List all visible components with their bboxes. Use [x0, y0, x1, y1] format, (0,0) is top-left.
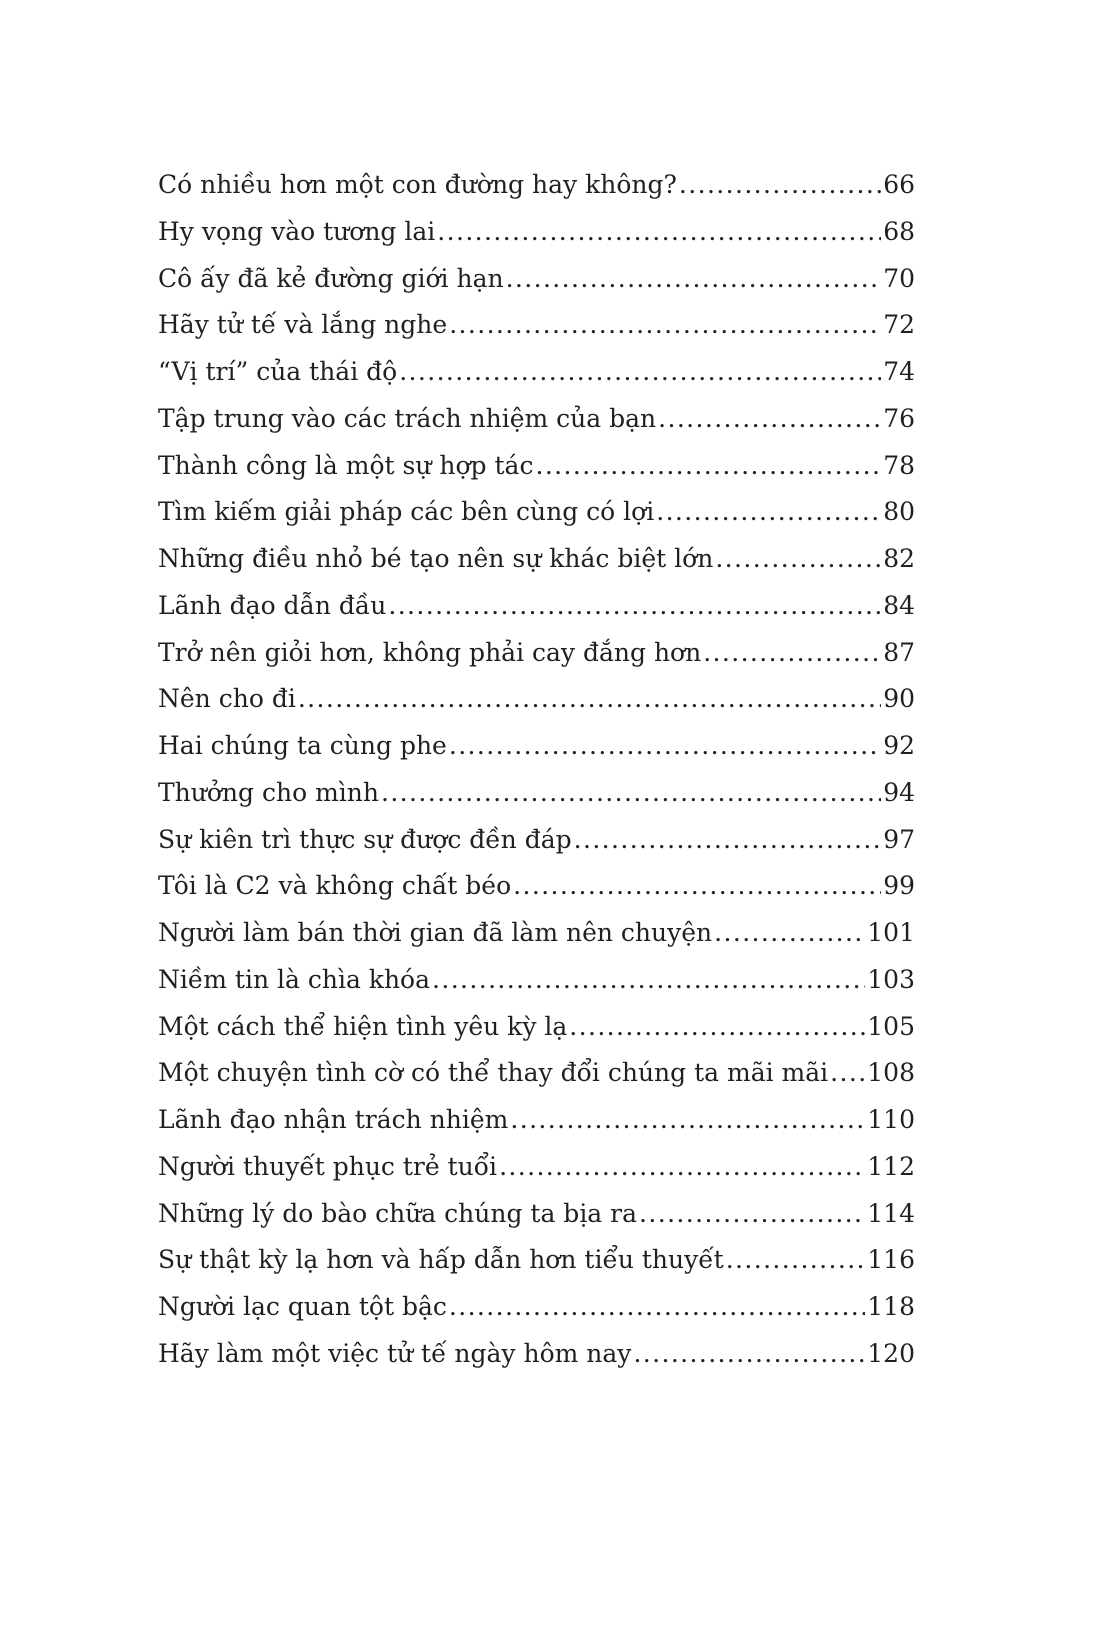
- toc-entry: [158, 723, 915, 770]
- toc-entry-page-number: 84: [883, 590, 915, 620]
- toc-entry: [158, 1004, 915, 1051]
- dot-leader: [449, 723, 881, 770]
- dot-leader: [569, 1004, 865, 1051]
- dot-leader: [399, 349, 881, 396]
- toc-entry-title: Lãnh đạo nhận trách nhiệm: [158, 1105, 509, 1134]
- toc-entry: [158, 1050, 915, 1097]
- toc-entry-page-number: 80: [883, 497, 915, 527]
- toc-entry: [158, 443, 915, 490]
- toc-entry-title: Cô ấy đã kẻ đường giới hạn: [158, 263, 504, 293]
- toc-entry-page-number: 101: [867, 918, 915, 947]
- toc-entry-page-number: 105: [867, 1011, 915, 1041]
- toc-entry-page-number: 74: [883, 357, 915, 386]
- toc-entry-page-number: 114: [867, 1198, 915, 1228]
- toc-entry: [158, 256, 915, 303]
- dot-leader: [639, 1191, 865, 1238]
- toc-entry-page-number: 68: [883, 216, 915, 246]
- toc-entry-title: Trở nên giỏi hơn, không phải cay đắng hơn: [158, 637, 702, 667]
- toc-entry-page-number: 99: [883, 871, 915, 901]
- toc-entry-title: “Vị trí” của thái độ: [158, 357, 398, 386]
- toc-entry-page-number: 70: [883, 263, 915, 293]
- toc-entry: [158, 1237, 915, 1284]
- toc-entry: [158, 1144, 915, 1191]
- dot-leader: [510, 1097, 865, 1144]
- toc-entry: [158, 1331, 915, 1378]
- toc-entry-title: Lãnh đạo dẫn đầu: [158, 590, 387, 620]
- dot-leader: [499, 1144, 865, 1191]
- toc-entry-page-number: 78: [883, 450, 915, 480]
- toc-entry-title: Sự kiên trì thực sự được đền đáp: [158, 824, 572, 854]
- toc-entry-title: Hãy làm một việc tử tế ngày hôm nay: [158, 1338, 632, 1368]
- toc-entry: [158, 162, 915, 209]
- dot-leader: [715, 536, 881, 583]
- toc-entry-title: Những điều nhỏ bé tạo nên sự khác biệt lớn: [158, 544, 714, 573]
- toc-entry: [158, 1191, 915, 1238]
- dot-leader: [656, 489, 881, 536]
- dot-leader: [830, 1050, 865, 1097]
- dot-leader: [381, 770, 881, 817]
- toc-entry: [158, 396, 915, 443]
- toc-entry-title: Thành công là một sự hợp tác: [158, 450, 534, 480]
- toc-entry: [158, 1284, 915, 1331]
- toc-entry-page-number: 120: [867, 1338, 915, 1368]
- toc-entry: [158, 817, 915, 864]
- toc-entry-title: Một cách thể hiện tình yêu kỳ lạ: [158, 1011, 568, 1041]
- dot-leader: [703, 630, 881, 677]
- toc-entry: [158, 536, 915, 583]
- dot-leader: [449, 302, 881, 349]
- toc-entry-title: Một chuyện tình cờ có thể thay đổi chúng ta mãi mãi: [158, 1058, 829, 1088]
- toc-entry-page-number: 72: [883, 310, 915, 340]
- toc-entry-page-number: 118: [867, 1292, 915, 1321]
- toc-entry-page-number: 76: [883, 403, 915, 433]
- dot-leader: [513, 863, 881, 910]
- toc-entry: [158, 770, 915, 817]
- toc-entry-page-number: 92: [883, 731, 915, 760]
- toc-entry-title: Những lý do bào chữa chúng ta bịa ra: [158, 1198, 638, 1228]
- toc-entry: [158, 910, 915, 957]
- toc-entry-page-number: 108: [867, 1058, 915, 1088]
- table-of-contents: [158, 162, 915, 1378]
- toc-entry-page-number: 87: [883, 637, 915, 667]
- toc-entry-page-number: 94: [883, 777, 915, 807]
- toc-entry-title: Nên cho đi: [158, 684, 296, 714]
- toc-entry: [158, 676, 915, 723]
- toc-entry-title: Hãy tử tế và lắng nghe: [158, 310, 448, 340]
- dot-leader: [535, 443, 881, 490]
- dot-leader: [432, 957, 865, 1004]
- toc-entry: [158, 957, 915, 1004]
- toc-entry-title: Tập trung vào các trách nhiệm của bạn: [158, 403, 657, 433]
- toc-entry-title: Người lạc quan tột bậc: [158, 1292, 447, 1321]
- toc-entry-page-number: 112: [867, 1151, 915, 1181]
- toc-entry-title: Có nhiều hơn một con đường hay không?: [158, 170, 677, 199]
- toc-entry-title: Thưởng cho mình: [158, 777, 379, 807]
- toc-entry: [158, 489, 915, 536]
- toc-entry: [158, 349, 915, 396]
- toc-entry: [158, 1097, 915, 1144]
- toc-entry-page-number: 110: [867, 1105, 915, 1134]
- dot-leader: [449, 1284, 865, 1331]
- toc-entry-title: Hai chúng ta cùng phe: [158, 731, 447, 760]
- toc-entry-page-number: 103: [867, 964, 915, 994]
- toc-entry: [158, 863, 915, 910]
- toc-entry-page-number: 116: [867, 1245, 915, 1275]
- dot-leader: [658, 396, 881, 443]
- dot-leader: [437, 209, 881, 256]
- toc-entry-page-number: 82: [883, 544, 915, 573]
- toc-entry-title: Sự thật kỳ lạ hơn và hấp dẫn hơn tiểu thuyết: [158, 1245, 724, 1275]
- dot-leader: [726, 1237, 866, 1284]
- toc-entry: [158, 630, 915, 677]
- dot-leader: [714, 910, 865, 957]
- toc-entry-title: Hy vọng vào tương lai: [158, 216, 436, 246]
- dot-leader: [633, 1331, 865, 1378]
- dot-leader: [506, 256, 882, 303]
- dot-leader: [679, 162, 881, 209]
- toc-entry: [158, 209, 915, 256]
- toc-entry-title: Tôi là C2 và không chất béo: [158, 871, 512, 901]
- dot-leader: [574, 817, 882, 864]
- dot-leader: [298, 676, 881, 723]
- dot-leader: [388, 583, 881, 630]
- toc-entry-page-number: 90: [883, 684, 915, 714]
- toc-entry-title: Người làm bán thời gian đã làm nên chuyện: [158, 918, 713, 947]
- toc-entry-page-number: 66: [883, 170, 915, 199]
- toc-entry: [158, 302, 915, 349]
- toc-entry: [158, 583, 915, 630]
- toc-entry-title: Niềm tin là chìa khóa: [158, 964, 430, 994]
- toc-entry-page-number: 97: [883, 824, 915, 854]
- toc-entry-title: Người thuyết phục trẻ tuổi: [158, 1151, 498, 1181]
- toc-entry-title: Tìm kiếm giải pháp các bên cùng có lợi: [158, 497, 655, 527]
